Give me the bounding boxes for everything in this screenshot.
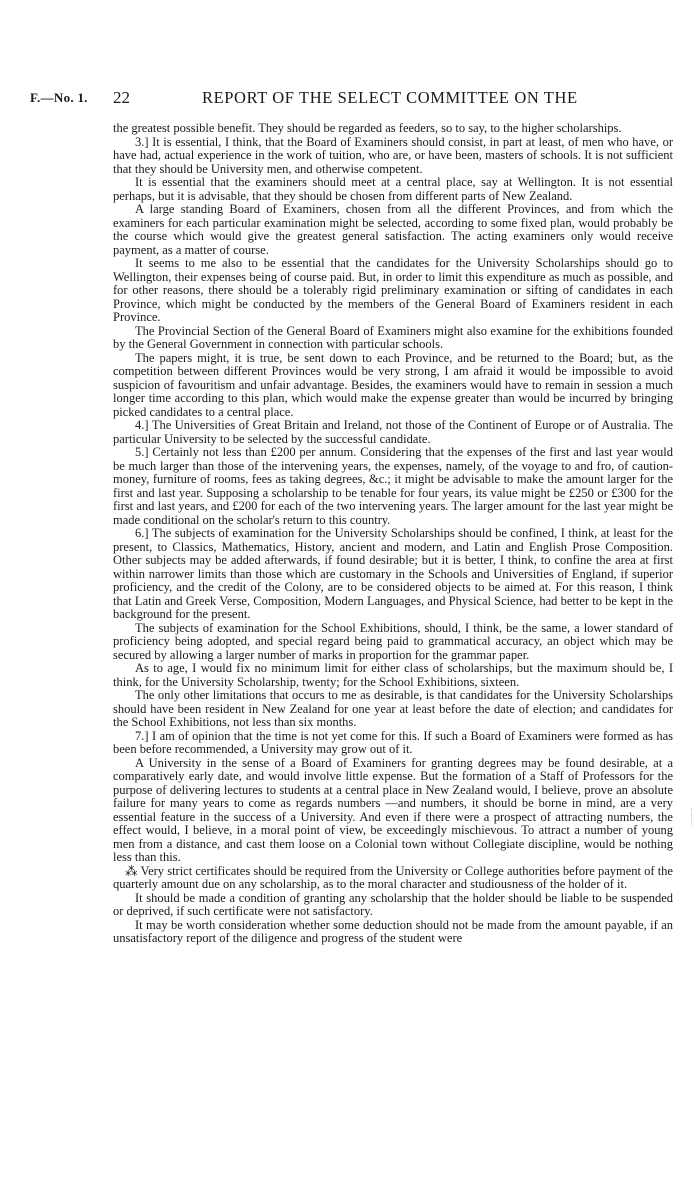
paragraph: As to age, I would fix no minimum limit for either class of scholarships, but the maximum should be, I think, for the University Scholarship, twenty; for the School Exhibitions, sixteen. xyxy=(113,661,673,689)
paragraph: The Provincial Section of the General Board of Examiners might also examine for the exhibitions founded by the General Government in connection with particular schools. xyxy=(113,323,673,351)
paragraph: The papers might, it is true, be sent down to each Province, and be returned to the Board; but, as the competition between different Provinces would be very strong, I am afraid it would be impossible to avoid suspicion of favouritism and unfair advantage. Besides, the examiners would have to remain in session a much longer time according to this plan, which would make the expense greater than would be incurred by bringing picked candidates to a central place. xyxy=(113,350,673,419)
paragraph: It should be made a condition of granting any scholarship that the holder should be liable to be suspended or deprived, if such certificate were not satisfactory. xyxy=(113,890,673,918)
paragraph: It seems to me also to be essential that the candidates for the University Scholarships should go to Wellington, their expenses being of course paid. But, in order to limit this expenditure as much as possible, and for other reasons, there should be a tolerably rigid preliminary examination or sifting of candidates in each Province, which might be conducted by the members of the General Board of Examiners resident in each Province. xyxy=(113,256,673,324)
paragraph: 5.] Certainly not less than £200 per annum. Considering that the expenses of the first and last year would be much larger than those of the intervening years, the expenses, namely, of the voyage to and fro, of caution-money, furniture of rooms, fees as taking degrees, &c.; it might be advisable to make the amount larger for the first and last year. Supposing a scholarship to be tenable for four years, its value might be £250 or £300 for the first and last years, and £200 for each of the two intervening years. The larger amount for the last year might be made conditional on the scholar's return to this country. xyxy=(113,445,673,527)
paragraph: 3.] It is essential, I think, that the Board of Examiners should consist, in part at least, of men who have, or have had, actual experience in the work of tuition, who are, or have been, masters of schools. It is not sufficient that they should be University men, and otherwise competent. xyxy=(113,134,673,176)
paragraph: It may be worth consideration whether some deduction should not be made from the amount payable, if an unsatisfactory report of the diligence and progress of the student were xyxy=(113,917,673,945)
paragraph: 4.] The Universities of Great Britain and Ireland, not those of the Continent of Europe or of Australia. The particular University to be selected by the successful candidate. xyxy=(113,418,673,446)
running-title: REPORT OF THE SELECT COMMITTEE ON THE xyxy=(202,88,578,107)
paragraph: The only other limitations that occurs to me as desirable, is that candidates for the University Scholarships should have been resident in New Zealand for one year at least before the date of election; and candidates for the School Exhibitions, not less than six months. xyxy=(113,688,673,729)
document-reference: F.—No. 1. xyxy=(30,90,88,105)
body-text xyxy=(113,122,673,946)
paragraph: ⁂ Very strict certificates should be required from the University or College authorities before payment of the quarterly amount due on any scholarship, as to the moral character and studiousness of the holder of it. xyxy=(113,863,673,891)
paragraph: A University in the sense of a Board of Examiners for granting degrees may be found desirable, at a comparatively early date, and would involve little expense. But the formation of a Staff of Professors for the purpose of delivering lectures to students at a central place in New Zealand would, I believe, prove an absolute failure for many years to come as regards numbers —and numbers, it should be borne in mind, are a very essential feature in the success of a University. And even if there were a prospect of attracting numbers, the effect would, I believe, in a moral point of view, be exceedingly mischievous. To attract a number of young men from a distance, and cast them loose on a Colonial town without Collegiate discipline, would be nothing less than this. xyxy=(113,755,673,864)
paragraph: the greatest possible benefit. They should be regarded as feeders, so to say, to the higher scholarships. xyxy=(113,121,622,135)
paragraph: It is essential that the examiners should meet at a central place, say at Wellington. It is not essential perhaps, but it is advisable, that they should be chosen from different parts of New Zealand. xyxy=(113,175,673,203)
paragraph: A large standing Board of Examiners, chosen from all the different Provinces, and from which the examiners for each particular examination might be selected, according to some fixed plan, would probably be the course which would give the greatest general satisfaction. The acting examiners only would receive payment, as a matter of course. xyxy=(113,202,673,257)
paragraph: The subjects of examination for the School Exhibitions, should, I think, be the same, a lower standard of proficiency being adopted, and special regard being paid to grammatical accuracy, an object which may be secured by allowing a larger number of marks in proportion for the grammar paper. xyxy=(113,620,673,662)
page-number: 22 xyxy=(113,88,130,107)
margin-mark xyxy=(687,808,692,826)
paragraph: 6.] The subjects of examination for the University Scholarships should be confined, I think, at least for the present, to Classics, Mathematics, History, ancient and modern, and Latin and English Prose Composition. Other subjects may be added afterwards, if found desirable; but it is better, I think, to confine the area at first within narrower limits than those which are customary in the Schools and Universities of England, if superior proficiency, and the credit of the Colony, are to be considered objects to be aimed at. For this reason, I think that Latin and Greek Verse, Composition, Modern Languages, and Physical Science, had better to be kept in the background for the present. xyxy=(113,526,673,621)
page-header xyxy=(30,88,670,108)
paragraph: 7.] I am of opinion that the time is not yet come for this. If such a Board of Examiners were formed as has been before recommended, a University may grow out of it. xyxy=(113,728,673,756)
